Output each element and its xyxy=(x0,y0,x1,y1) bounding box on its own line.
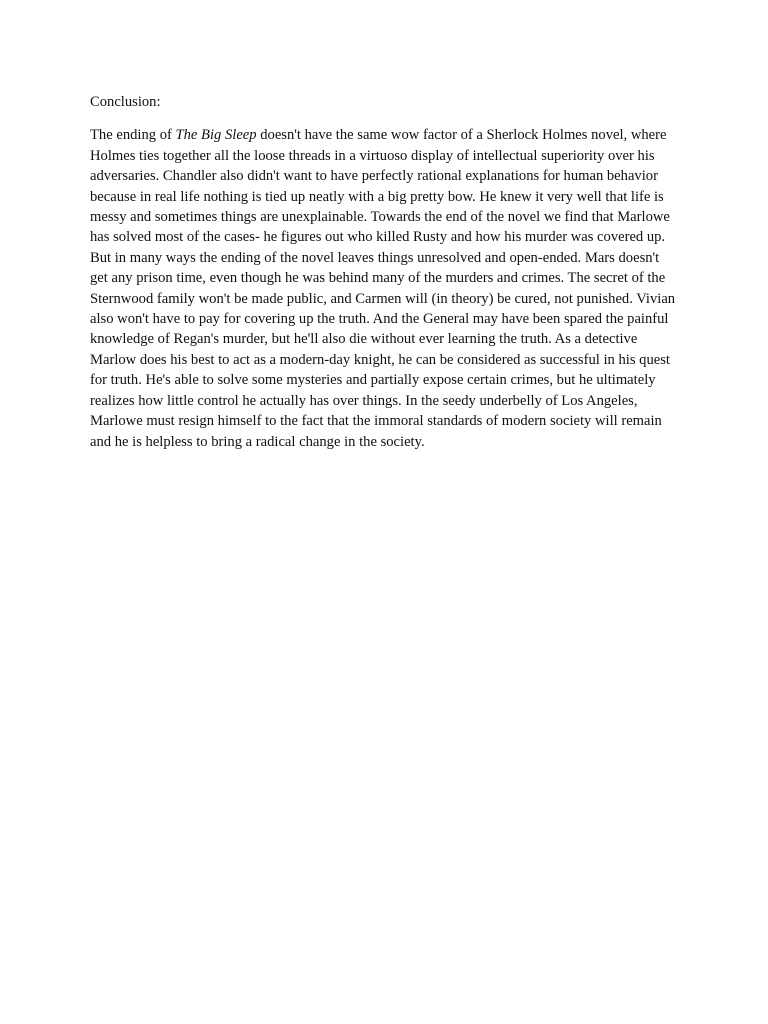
paragraph-body: doesn't have the same wow factor of a Sherlock Holmes novel, where Holmes ties together all the loose threads in a virtuoso display of intellectual superiority over his adversaries. Chandler also didn't want to have perfectly rational explanations for human behavior because in real life nothing is tied up neatly with a big pretty bow. He knew it very well that life is messy and sometimes things are unexplainable. Towards the end of the novel we find that Marlowe has solved most of the cases- he figures out who killed Rusty and how his murder was covered up. But in many ways the ending of the novel leaves things unresolved and open-ended. Mars doesn't get any prison time, even though he was behind many of the murders and crimes. The secret of the Sternwood family won't be made public, and Carmen will (in theory) be cured, not punished. Vivian also won't have to pay for covering up the truth. And the General may have been spared the painful knowledge of Regan's murder, but he'll also die without ever learning the truth. As a detective Marlow does his best to act as a modern-day knight, he can be considered as successful in his quest for truth. He's able to solve some mysteries and partially expose certain crimes, but he ultimately realizes how little control he actually has over things. In the seedy underbelly of Los Angeles, Marlowe must resign himself to the fact that the immoral standards of modern society will remain and he is helpless to bring a radical change in the society. xyxy=(90,127,676,450)
conclusion-paragraph xyxy=(90,125,680,452)
book-title: The Big Sleep xyxy=(175,127,257,144)
paragraph-intro: The ending of xyxy=(90,127,176,144)
document-body xyxy=(90,92,680,452)
section-heading: Conclusion: xyxy=(90,94,161,110)
